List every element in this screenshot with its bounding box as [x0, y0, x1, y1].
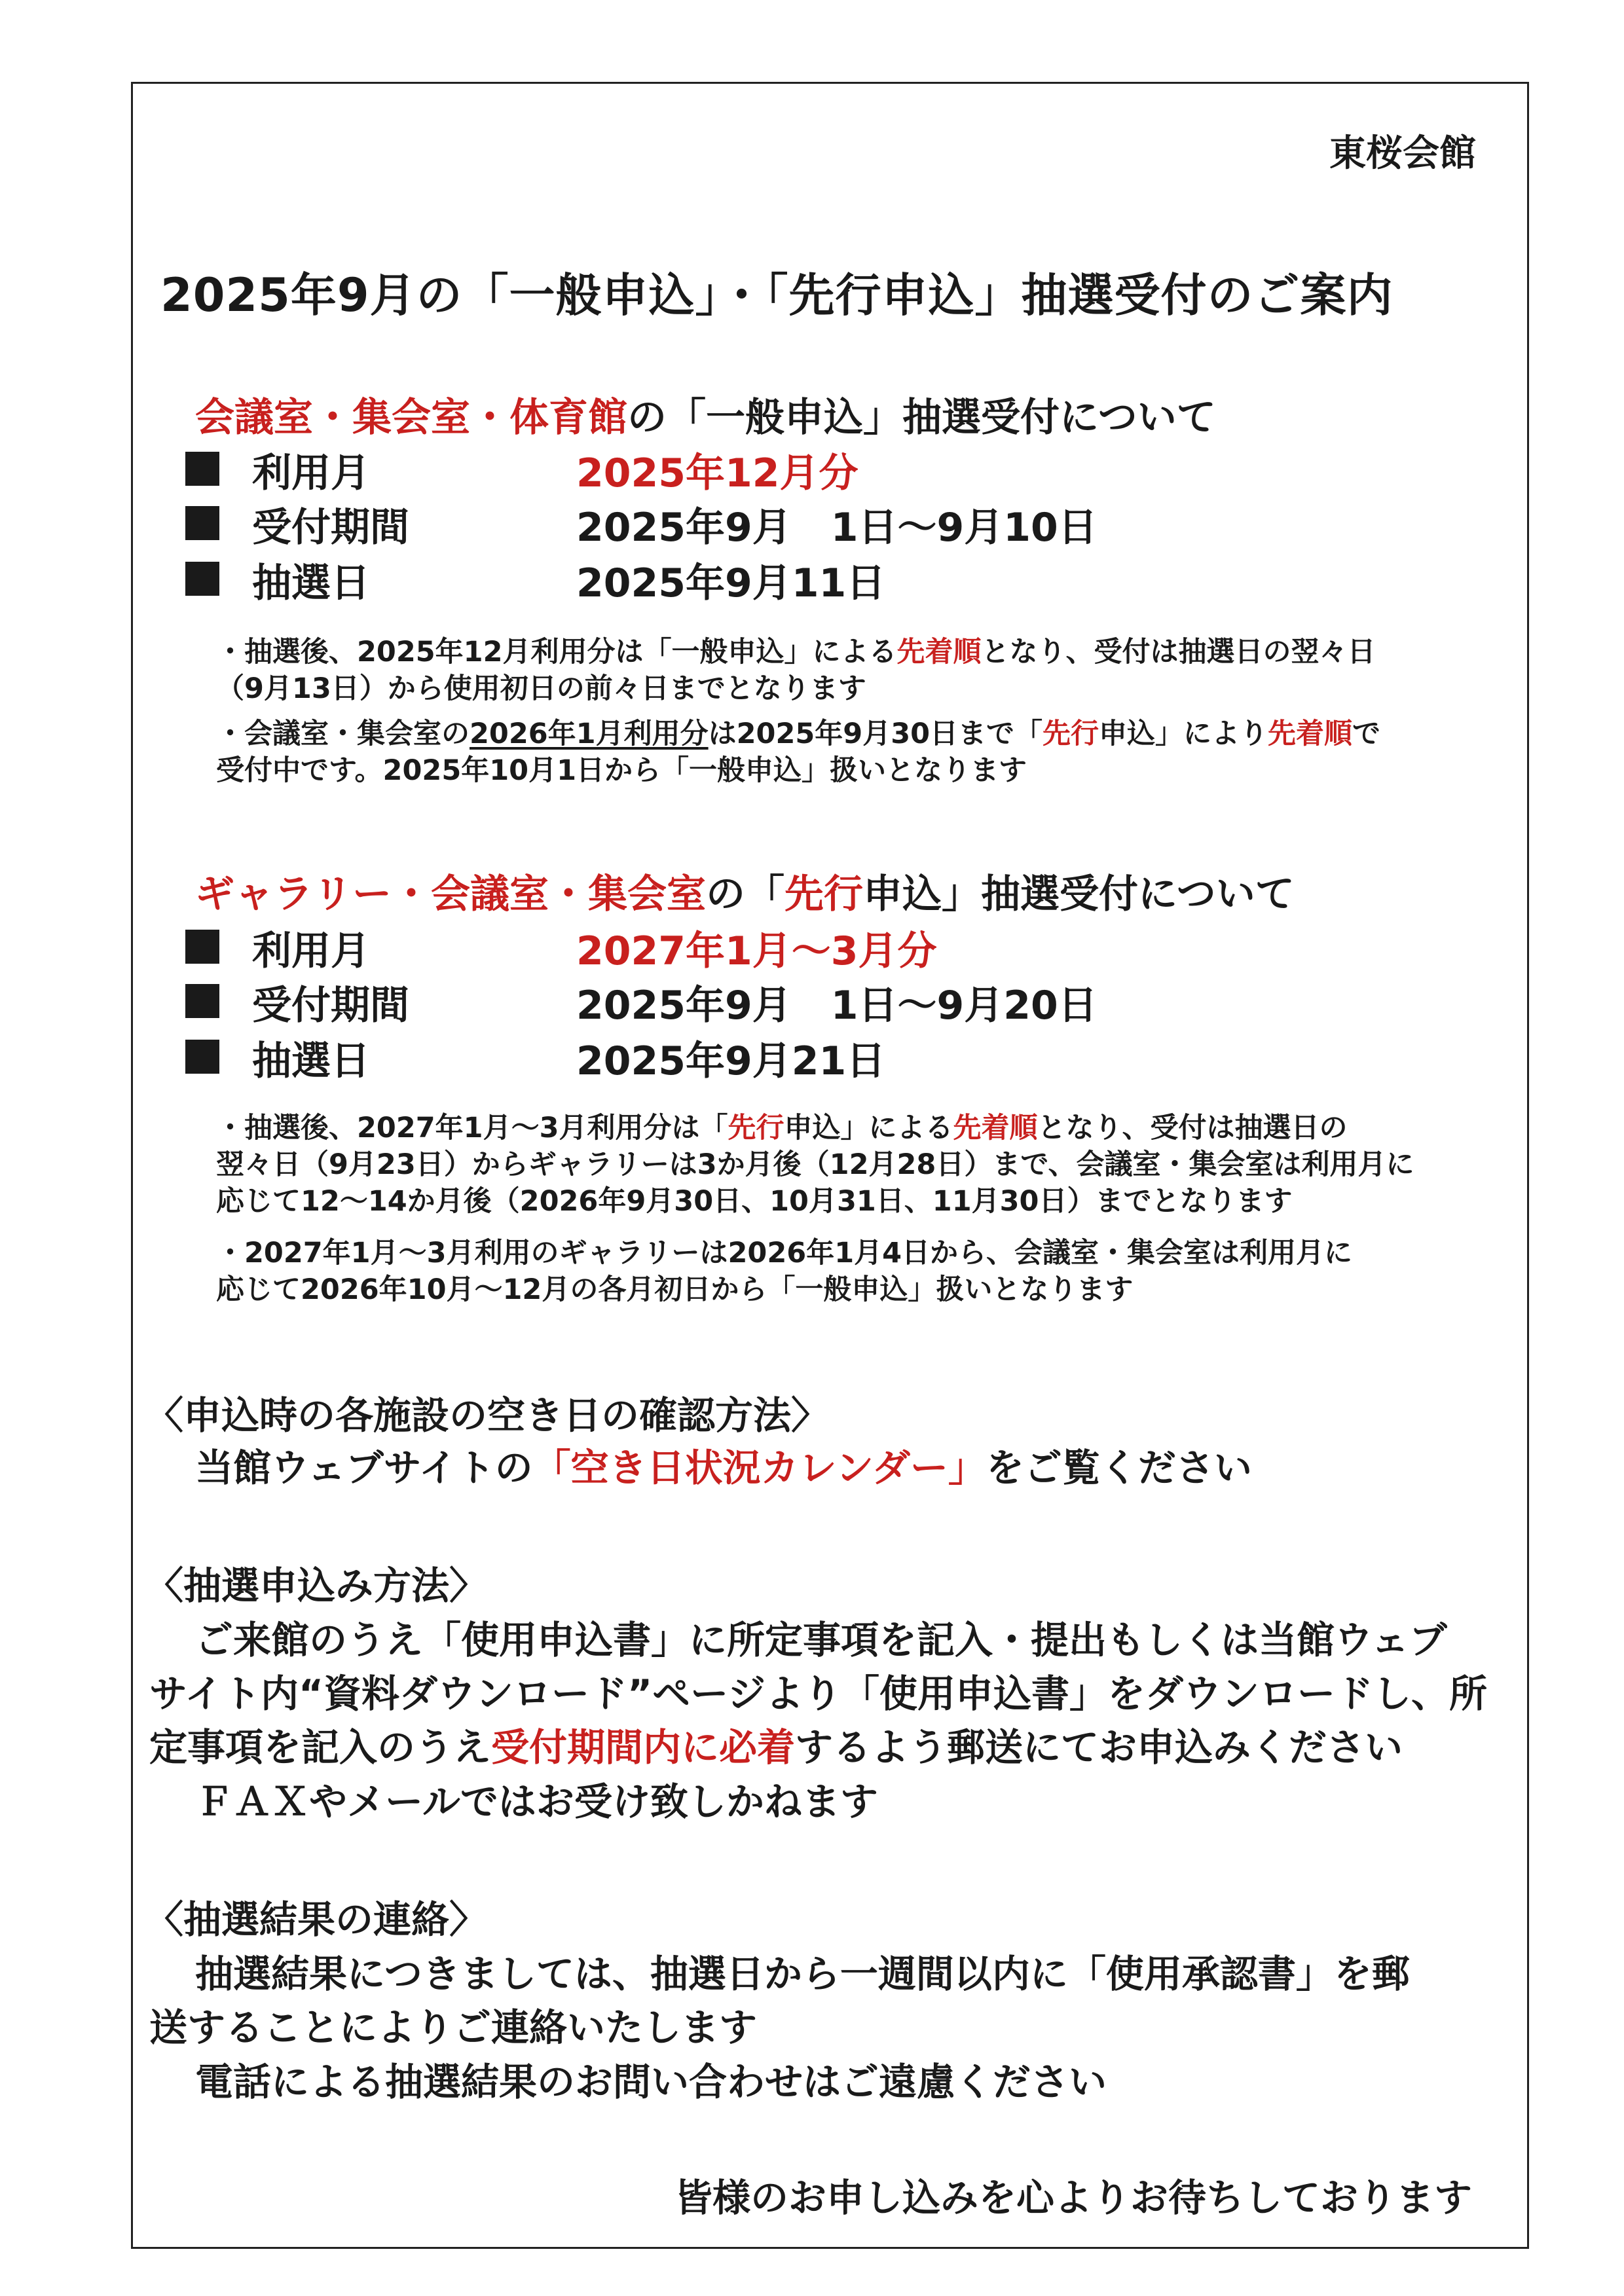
- closing-message: 皆様のお申し込みを心よりお待ちしております: [674, 2176, 1473, 2220]
- note-text: （9月13日）から使用初日の前々日までとなります: [216, 672, 866, 705]
- bullet-square-icon: [185, 452, 219, 486]
- availability-text-part: 当館ウェブサイトの: [195, 1446, 533, 1490]
- organization-name: 東桜会館: [1329, 132, 1476, 175]
- method-line: サイト内“資料ダウンロード”ページより「使用申込書」をダウンロードし、所: [149, 1671, 1488, 1716]
- section2-heading-rest: 申込」抽選受付について: [863, 871, 1295, 917]
- section1-heading-facilities: 会議室・集会室・体育館: [195, 395, 627, 441]
- section2-heading: [195, 863, 1295, 919]
- method-heading: 〈抽選申込み方法〉: [145, 1563, 488, 1608]
- section1-row-label: 受付期間: [252, 505, 409, 551]
- note-text: 応じて2026年10月～12月の各月初日から「一般申込」扱いとなります: [216, 1273, 1134, 1306]
- section2-row-value: 2025年9月21日: [576, 1038, 886, 1084]
- section2-heading-highlight: 先行: [784, 871, 863, 917]
- method-line: ＦＡＸやメールではお受け致しかねます: [195, 1779, 878, 1824]
- note-highlight: 先行: [728, 1112, 784, 1144]
- bullet-square-icon: [185, 1040, 219, 1074]
- note-text: 申込」により: [1099, 718, 1268, 750]
- bullet-square-icon: [185, 984, 219, 1018]
- note-text: 申込」による: [784, 1112, 953, 1144]
- section1-row-value: 2025年9月11日: [576, 560, 886, 606]
- section2-row-label: 受付期間: [252, 983, 409, 1029]
- section1-row-value: 2025年12月分: [576, 450, 858, 496]
- section1-row-label: 利用月: [252, 450, 370, 496]
- bullet-square-icon: [185, 506, 219, 540]
- section2-row-value: 2027年1月～3月分: [576, 928, 937, 974]
- note-text: は2025年9月30日まで「: [708, 718, 1043, 750]
- note-text: で: [1352, 718, 1381, 750]
- availability-heading: 〈申込時の各施設の空き日の確認方法〉: [145, 1393, 830, 1438]
- section2-note2: [216, 1235, 1352, 1308]
- method-text: 定事項を記入のうえ: [149, 1725, 492, 1770]
- note-underlined: 2026年1月利用分: [470, 718, 709, 750]
- method-line: [149, 1717, 1403, 1772]
- note-highlight: 先着順: [896, 636, 982, 668]
- note-highlight: 先着順: [1268, 718, 1353, 750]
- note-text: となり、受付は抽選日の翌々日: [981, 636, 1376, 668]
- section1-heading: [195, 386, 1216, 443]
- result-heading: 〈抽選結果の連絡〉: [145, 1897, 488, 1942]
- page-title: 2025年9月の「一般申込」・「先行申込」抽選受付のご案内: [160, 268, 1393, 322]
- section2-note1: [216, 1110, 1414, 1220]
- result-line: 電話による抽選結果のお問い合わせはご遠慮ください: [195, 2060, 1107, 2104]
- section2-row-value: 2025年9月 1日～9月20日: [576, 983, 1098, 1029]
- availability-text-part: をご覧ください: [986, 1446, 1252, 1490]
- note-highlight: 先着順: [953, 1112, 1038, 1144]
- bullet-square-icon: [185, 930, 219, 964]
- note-text: ・会議室・集会室の: [216, 718, 470, 750]
- method-line: ご来館のうえ「使用申込書」に所定事項を記入・提出もしくは当館ウェブ: [195, 1618, 1447, 1662]
- section2-heading-facilities: ギャラリー・会議室・集会室: [195, 871, 706, 917]
- bullet-square-icon: [185, 562, 219, 596]
- section1-note1: [216, 634, 1376, 707]
- availability-text: [195, 1437, 1252, 1492]
- section1-row-value: 2025年9月 1日～9月10日: [576, 505, 1098, 551]
- result-line: 送することによりご連絡いたします: [149, 2005, 758, 2050]
- note-text: 翌々日（9月23日）からギャラリーは3か月後（12月28日）まで、会議室・集会室は利用月に: [216, 1148, 1414, 1181]
- method-text: するよう郵送にてお申込みください: [795, 1725, 1403, 1770]
- note-text: 受付中です。2025年10月1日から「一般申込」扱いとなります: [216, 754, 1027, 787]
- availability-calendar-link: 「空き日状況カレンダー」: [532, 1446, 986, 1490]
- note-highlight: 先行: [1043, 718, 1099, 750]
- section1-heading-rest: の「一般申込」抽選受付について: [627, 395, 1216, 441]
- section1-row-label: 抽選日: [252, 560, 370, 606]
- result-line: 抽選結果につきましては、抽選日から一週間以内に「使用承認書」を郵: [195, 1952, 1410, 1996]
- note-text: となり、受付は抽選日の: [1037, 1112, 1348, 1144]
- note-text: ・抽選後、2027年1月～3月利用分は「: [216, 1112, 728, 1144]
- method-highlight: 受付期間内に必着: [491, 1725, 796, 1770]
- note-text: ・2027年1月～3月利用のギャラリーは2026年1月4日から、会議室・集会室は利用月に: [216, 1237, 1353, 1269]
- section2-row-label: 利用月: [252, 928, 370, 974]
- section2-row-label: 抽選日: [252, 1038, 370, 1084]
- note-text: 応じて12～14か月後（2026年9月30日、10月31日、11月30日）までとなります: [216, 1185, 1293, 1218]
- note-text: ・抽選後、2025年12月利用分は「一般申込」による: [216, 636, 897, 668]
- section2-heading-rest: の「: [706, 871, 784, 917]
- section1-note2: [216, 716, 1380, 789]
